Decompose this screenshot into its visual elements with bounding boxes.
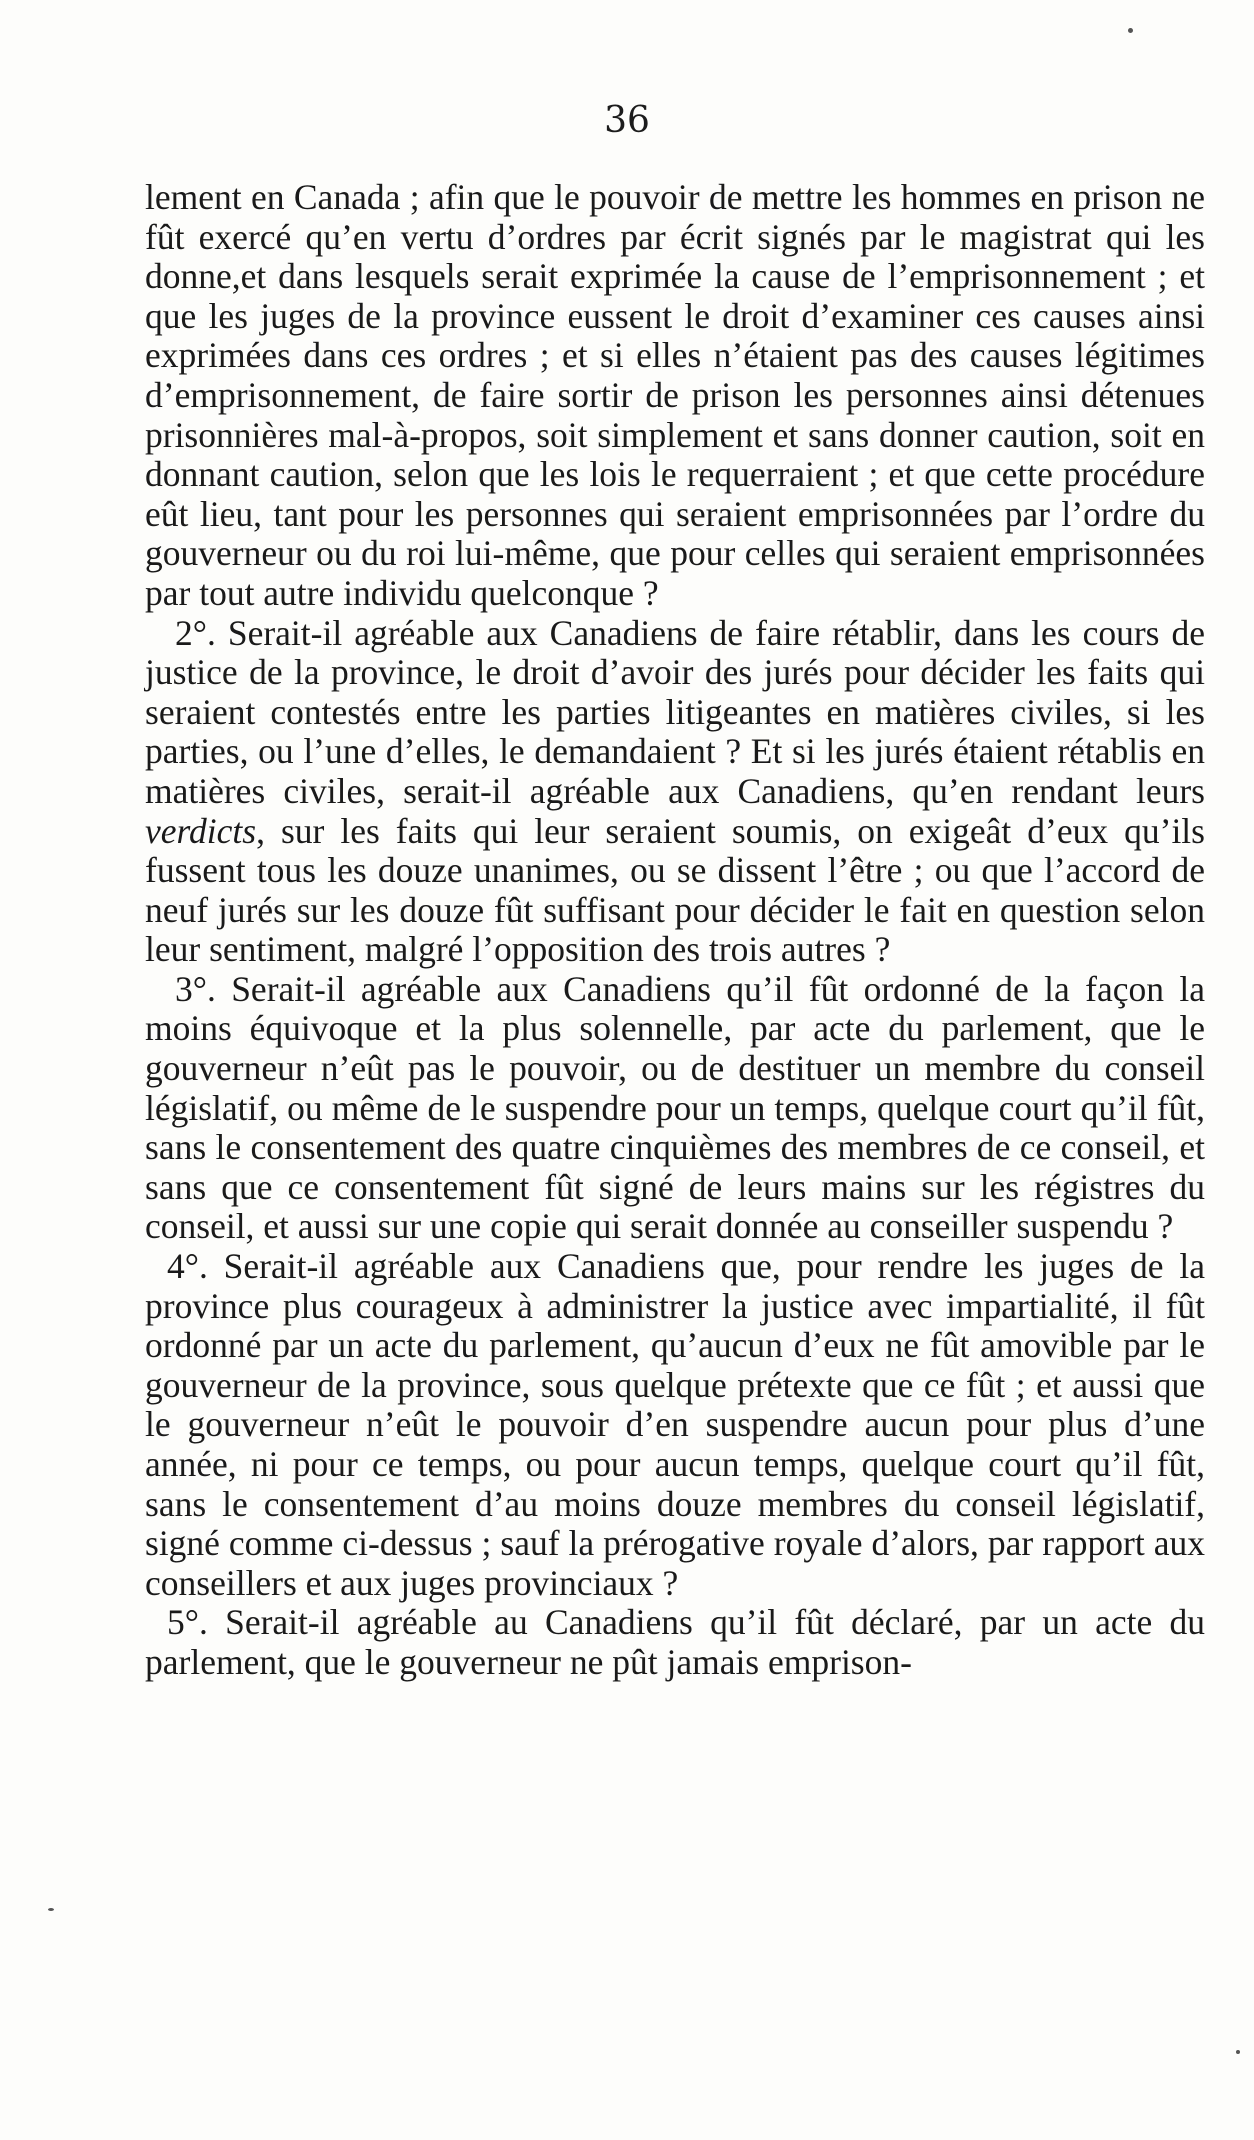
paragraph-text: 2°. Serait-il agréable aux Canadiens de faire rétablir, dans les cours de justice de la province, le droit d’avoir des jurés pour décider les faits qui seraient contestés entre les parties litigeantes en matières civiles, si les parties, ou l’une d’elles, le demandaient ? Et si les jurés étaient rétablis en matières civiles, serait-il agréable aux Canadiens, qu’en rendant leurs <box>145 612 1205 811</box>
scan-speck <box>1236 2050 1240 2054</box>
paragraph-text: , sur les faits qui leur seraient soumis, on exigeât d’eux qu’ils fussent tous les douze unanimes, ou se dissent l’être ; ou que l’accord de neuf jurés sur les douze fût suffisant pour décider le fait en question selon leur sentiment, malgré l’opposition des trois autres ? <box>145 810 1205 970</box>
paragraph-question-4: 4°. Serait-il agréable aux Canadiens que, pour rendre les juges de la province plus courageux à administrer la justice avec impartialité, il fût ordonné par un acte du parlement, qu’aucun d’eux ne fût amovible par le gouverneur de la province, sous quelque prétexte que ce fût ; et aussi que le gouverneur n’eût le pouvoir d’en suspendre aucun pour plus d’une année, ni pour ce temps, ou pour aucun temps, quelque court qu’il fût, sans le consentement d’au moins douze membres du conseil législatif, signé comme ci-dessus ; sauf la prérogative royale d’alors, par rapport aux conseillers et aux juges provinciaux ? <box>145 1246 1205 1603</box>
paragraph-continuation: lement en Canada ; afin que le pouvoir de mettre les hommes en prison ne fût exercé qu’en vertu d’ordres par écrit signés par le magistrat qui les donne,et dans lesquels serait exprimée la cause de l’emprisonnement ; et que les juges de la province eussent le droit d’examiner ces causes ainsi exprimées dans ces ordres ; et si elles n’étaient pas des causes légitimes d’emprisonnement, de faire sortir de prison les personnes ainsi détenues prisonnières mal-à-propos, soit simplement et sans donner caution, soit en donnant caution, selon que les lois le requerraient ; et que cette procédure eût lieu, tant pour les personnes qui seraient emprisonnées par l’ordre du gouverneur ou du roi lui-même, que pour celles qui seraient emprisonnées par tout autre individu quelconque ? <box>145 177 1205 613</box>
page-number: 36 <box>604 100 650 141</box>
paragraph-question-5: 5°. Serait-il agréable au Canadiens qu’il fût déclaré, par un acte du parlement, que le gouverneur ne pût jamais emprison- <box>145 1602 1205 1682</box>
scan-speck <box>48 1908 54 1911</box>
paragraph-question-3: 3°. Serait-il agréable aux Canadiens qu’il fût ordonné de la façon la moins équivoque et la plus solennelle, par acte du parlement, que le gouverneur n’eût pas le pouvoir, ou de destituer un membre du conseil législatif, ou même de le suspendre pour un temps, quelque court qu’il fût, sans le consentement des quatre cinquièmes des membres de ce conseil, et sans que ce consentement fût signé de leurs mains sur les régistres du conseil, et aussi sur une copie qui serait donnée au conseiller suspendu ? <box>145 968 1205 1247</box>
italic-word: verdicts <box>145 810 257 851</box>
paragraph-question-2 <box>145 614 1205 970</box>
scan-speck <box>1128 28 1133 33</box>
body-text <box>145 178 1205 1683</box>
